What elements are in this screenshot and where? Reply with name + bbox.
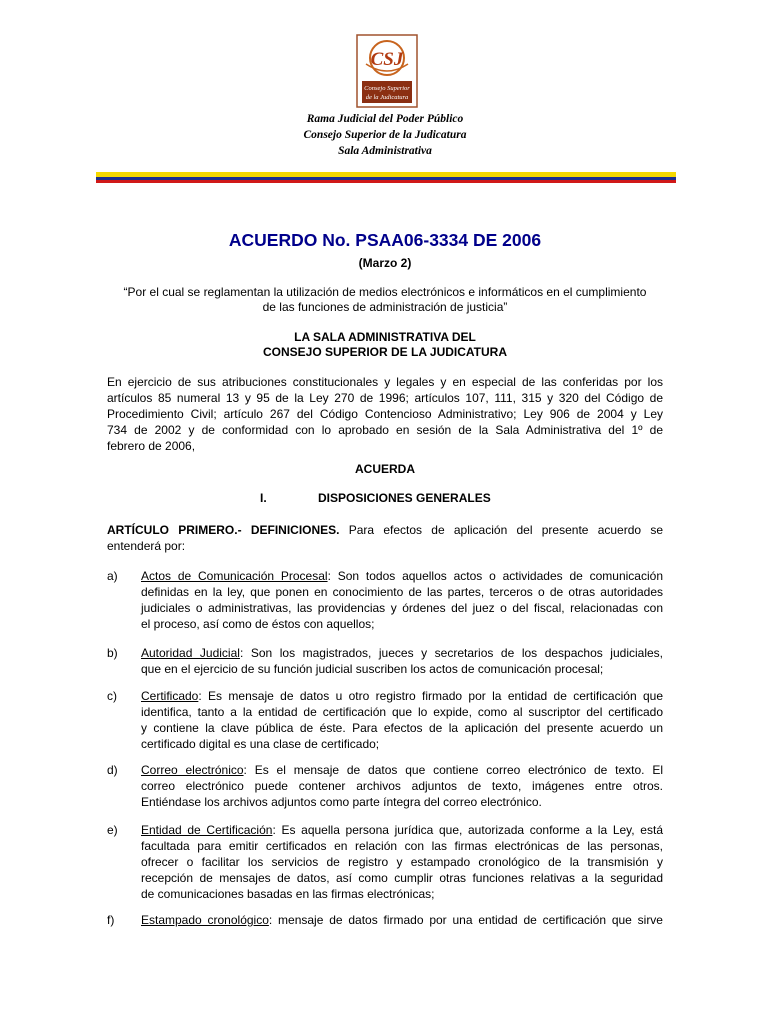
intro-paragraph — [107, 374, 663, 454]
definition-item — [141, 568, 663, 632]
intro-line: 734 de 2002 y de conformidad con lo aprobado en sesión de la Sala Administrativa del 1º de — [107, 423, 663, 437]
definition-text: correo electrónico puede contener archivos adjuntos de texto, imágenes entre otros. — [141, 779, 663, 793]
definition-text: : Son los magistrados, jueces y secretarios de los despachos judiciales, — [239, 646, 663, 660]
intro-line: artículos 85 numeral 13 y 95 de la Ley 270 de 1996; artículos 107, 111, 315 y 320 del Código de — [107, 391, 663, 405]
item-letter: d) — [107, 763, 118, 777]
definition-text: definidas en la ley, que ponen en conocimiento de las partes, terceros o de otras autoridades — [141, 585, 663, 599]
institution-line-1: Rama Judicial del Poder Público — [306, 113, 464, 125]
definition-text: : Es el mensaje de datos que contiene correo electrónico de texto. El — [243, 763, 663, 777]
flag-band-red — [96, 180, 676, 183]
body-name-line-1: LA SALA ADMINISTRATIVA DEL — [294, 330, 476, 344]
article-intro-line-2: entenderá por: — [107, 539, 186, 553]
document-subject-line-1: “Por el cual se reglamentan la utilización de medios electrónicos e informáticos en el cumplimiento — [123, 285, 647, 299]
document-title: ACUERDO No. PSAA06-3334 DE 2006 — [228, 230, 542, 250]
item-letter: a) — [107, 569, 118, 583]
document-date: (Marzo 2) — [358, 256, 412, 270]
document-subject-line-2: de las funciones de administración de justicia” — [262, 300, 508, 314]
intro-line: En ejercicio de sus atribuciones constitucionales y legales y en especial de las conferidas por los — [107, 375, 663, 389]
definition-term: Certificado — [141, 689, 199, 703]
definition-item — [141, 688, 663, 752]
definition-term: Entidad de Certificación — [141, 823, 273, 837]
logo-subtitle-2: de la Judicatura — [365, 94, 409, 101]
item-letter: b) — [107, 646, 118, 660]
item-letter: e) — [107, 823, 118, 837]
definition-item — [141, 912, 663, 928]
definition-item — [141, 645, 663, 677]
logo-initials: CSJ — [370, 49, 404, 70]
definition-text: de comunicaciones basadas en las firmas electrónicas; — [141, 887, 435, 901]
intro-line: febrero de 2006, — [107, 439, 196, 453]
item-letter: f) — [107, 913, 115, 927]
definition-text: : Es mensaje de datos u otro registro firmado por la entidad de certificación que — [198, 689, 663, 703]
definition-item — [141, 822, 663, 902]
definition-text: que en el ejercicio de su función judicial suscriben los actos de comunicación procesal; — [141, 662, 604, 676]
article-intro — [107, 522, 663, 554]
chapter-title: DISPOSICIONES GENERALES — [318, 491, 491, 505]
definition-text: el proceso, así como de éstos con aquellos; — [141, 617, 375, 631]
chapter-number: I. — [260, 491, 267, 505]
definition-term: Estampado cronológico — [141, 913, 269, 927]
csj-logo — [356, 34, 418, 108]
definition-text: identifica, tanto a la entidad de certificación que lo expide, como al suscriptor del certificado — [141, 705, 663, 719]
article-intro-line — [107, 522, 663, 538]
intro-line: Procedimiento Civil; artículo 267 del Código Contencioso Administrativo; Ley 906 de 2004 y Ley — [107, 407, 663, 421]
body-name-line-2: CONSEJO SUPERIOR DE LA JUDICATURA — [262, 345, 508, 359]
article-heading: ARTÍCULO PRIMERO.- DEFINICIONES. — [107, 523, 340, 537]
definition-text: facultada para emitir certificados en relación con las firmas electrónicas de las personas, — [141, 839, 663, 853]
logo-subtitle-1: Consejo Superior — [364, 85, 410, 92]
definition-term: Correo electrónico — [141, 763, 244, 777]
definition-term: Autoridad Judicial — [141, 646, 240, 660]
definition-text: ofrecer o facilitar los servicios de registro y estampado cronológico de la transmisión y — [141, 855, 663, 869]
institution-line-3: Sala Administrativa — [338, 145, 432, 157]
definition-text: y contiene la clave pública de éste. Para efectos de la aplicación del presente acuerdo un — [141, 721, 663, 735]
acuerda-heading: ACUERDA — [355, 462, 415, 476]
definition-term: Actos de Comunicación Procesal — [141, 569, 328, 583]
definition-text: : Son todos aquellos actos o actividades de comunicación — [327, 569, 663, 583]
item-letter: c) — [107, 689, 117, 703]
definition-text: Entiéndase los archivos adjuntos como parte íntegra del correo electrónico. — [141, 795, 542, 809]
definition-text: certificado digital es una clase de certificado; — [141, 737, 380, 751]
definition-text: recepción de mensajes de datos, así como cumplir otras funciones relativas a la seguridad — [141, 871, 663, 885]
definition-item — [141, 762, 663, 810]
definition-text: judiciales o administrativas, las providencias y órdenes del juez o del fiscal, relacionadas con — [141, 601, 663, 615]
definition-text: : mensaje de datos firmado por una entidad de certificación que sirve — [268, 913, 663, 927]
institution-line-2: Consejo Superior de la Judicatura — [303, 129, 467, 141]
article-text: Para efectos de aplicación del presente acuerdo se — [339, 523, 663, 537]
definition-text: : Es aquella persona jurídica que, autorizada conforme a la Ley, está — [272, 823, 663, 837]
